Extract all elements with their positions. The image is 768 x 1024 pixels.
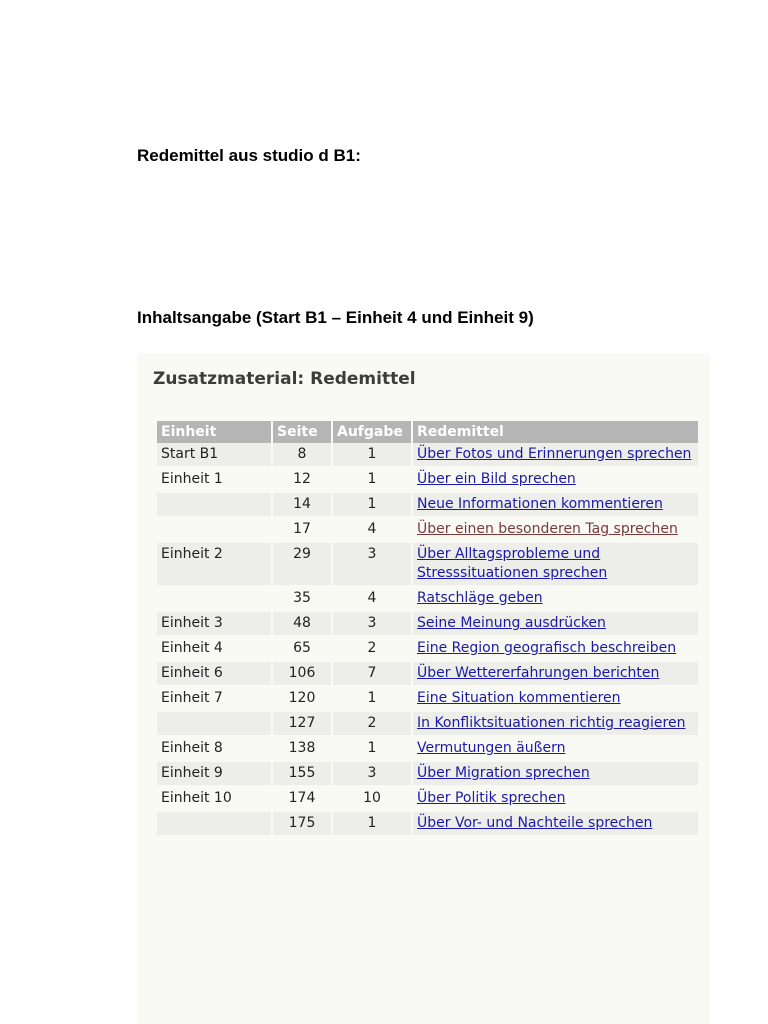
table-row (157, 762, 698, 787)
cell-seite: 29 (273, 543, 333, 587)
cell-seite: 175 (273, 812, 333, 837)
cell-aufgabe: 7 (333, 662, 413, 687)
column-header-seite: Seite (273, 421, 333, 443)
cell-aufgabe: 4 (333, 518, 413, 543)
redemittel-link[interactable]: Eine Situation kommentieren (417, 690, 621, 706)
table-row (157, 587, 698, 612)
table-row (157, 662, 698, 687)
redemittel-link[interactable]: Seine Meinung ausdrücken (417, 615, 606, 631)
cell-redemittel (413, 812, 698, 837)
table-row (157, 518, 698, 543)
cell-aufgabe: 1 (333, 737, 413, 762)
cell-einheit: Einheit 8 (157, 737, 273, 762)
cell-seite: 138 (273, 737, 333, 762)
cell-redemittel (413, 468, 698, 493)
redemittel-table (157, 421, 698, 837)
panel-title: Zusatzmaterial: Redemittel (153, 369, 416, 389)
cell-redemittel (413, 762, 698, 787)
cell-einheit: Einheit 3 (157, 612, 273, 637)
table-row (157, 612, 698, 637)
redemittel-link[interactable]: Neue Informationen kommentieren (417, 496, 663, 512)
cell-redemittel (413, 787, 698, 812)
cell-einheit (157, 518, 273, 543)
cell-seite: 65 (273, 637, 333, 662)
cell-aufgabe: 1 (333, 812, 413, 837)
cell-seite: 12 (273, 468, 333, 493)
redemittel-link[interactable]: Über Migration sprechen (417, 765, 590, 781)
table-row (157, 543, 698, 587)
document-heading: Redemittel aus studio d B1: (137, 146, 361, 165)
redemittel-link[interactable]: Über Alltagsprobleme und Stresssituationen sprechen (417, 546, 608, 581)
table-row (157, 787, 698, 812)
cell-seite: 48 (273, 612, 333, 637)
document-subheading: Inhaltsangabe (Start B1 – Einheit 4 und Einheit 9) (137, 308, 534, 327)
cell-redemittel (413, 737, 698, 762)
table-row (157, 687, 698, 712)
cell-redemittel (413, 443, 698, 468)
cell-seite: 8 (273, 443, 333, 468)
table-row (157, 637, 698, 662)
cell-einheit: Einheit 7 (157, 687, 273, 712)
cell-aufgabe: 2 (333, 712, 413, 737)
table-row (157, 443, 698, 468)
cell-einheit: Einheit 4 (157, 637, 273, 662)
cell-seite: 174 (273, 787, 333, 812)
cell-redemittel (413, 712, 698, 737)
cell-seite: 17 (273, 518, 333, 543)
cell-aufgabe: 3 (333, 612, 413, 637)
table-row (157, 712, 698, 737)
redemittel-link[interactable]: Über Vor- und Nachteile sprechen (417, 815, 653, 831)
cell-einheit (157, 587, 273, 612)
cell-seite: 14 (273, 493, 333, 518)
cell-einheit: Start B1 (157, 443, 273, 468)
cell-aufgabe: 1 (333, 687, 413, 712)
cell-aufgabe: 3 (333, 543, 413, 587)
table-row (157, 468, 698, 493)
cell-aufgabe: 1 (333, 493, 413, 518)
redemittel-link[interactable]: Über einen besonderen Tag sprechen (417, 521, 678, 537)
cell-seite: 155 (273, 762, 333, 787)
cell-redemittel (413, 612, 698, 637)
cell-seite: 120 (273, 687, 333, 712)
redemittel-link[interactable]: Vermutungen äußern (417, 740, 566, 756)
redemittel-link[interactable]: Eine Region geografisch beschreiben (417, 640, 677, 656)
cell-redemittel (413, 493, 698, 518)
redemittel-link[interactable]: Über Wettererfahrungen berichten (417, 665, 660, 681)
redemittel-panel (137, 353, 710, 1024)
cell-einheit: Einheit 6 (157, 662, 273, 687)
cell-aufgabe: 2 (333, 637, 413, 662)
cell-einheit (157, 493, 273, 518)
cell-seite: 127 (273, 712, 333, 737)
cell-seite: 35 (273, 587, 333, 612)
column-header-aufgabe: Aufgabe (333, 421, 413, 443)
cell-aufgabe: 1 (333, 443, 413, 468)
cell-einheit: Einheit 10 (157, 787, 273, 812)
column-header-redemittel: Redemittel (413, 421, 698, 443)
table-row (157, 737, 698, 762)
table-row (157, 493, 698, 518)
redemittel-link[interactable]: In Konfliktsituationen richtig reagieren (417, 715, 686, 731)
cell-redemittel (413, 662, 698, 687)
cell-redemittel (413, 587, 698, 612)
cell-aufgabe: 1 (333, 468, 413, 493)
cell-einheit: Einheit 1 (157, 468, 273, 493)
cell-einheit (157, 812, 273, 837)
cell-seite: 106 (273, 662, 333, 687)
cell-aufgabe: 4 (333, 587, 413, 612)
table-body (157, 443, 698, 837)
cell-einheit: Einheit 9 (157, 762, 273, 787)
redemittel-link[interactable]: Über ein Bild sprechen (417, 471, 576, 487)
redemittel-link[interactable]: Über Politik sprechen (417, 790, 566, 806)
cell-aufgabe: 10 (333, 787, 413, 812)
cell-einheit: Einheit 2 (157, 543, 273, 587)
cell-einheit (157, 712, 273, 737)
cell-redemittel (413, 543, 698, 587)
cell-redemittel (413, 687, 698, 712)
redemittel-link[interactable]: Ratschläge geben (417, 590, 543, 606)
table-row (157, 812, 698, 837)
cell-redemittel (413, 518, 698, 543)
table-header-row (157, 421, 698, 443)
column-header-einheit: Einheit (157, 421, 273, 443)
redemittel-link[interactable]: Über Fotos und Erinnerungen sprechen (417, 446, 692, 462)
cell-aufgabe: 3 (333, 762, 413, 787)
cell-redemittel (413, 637, 698, 662)
